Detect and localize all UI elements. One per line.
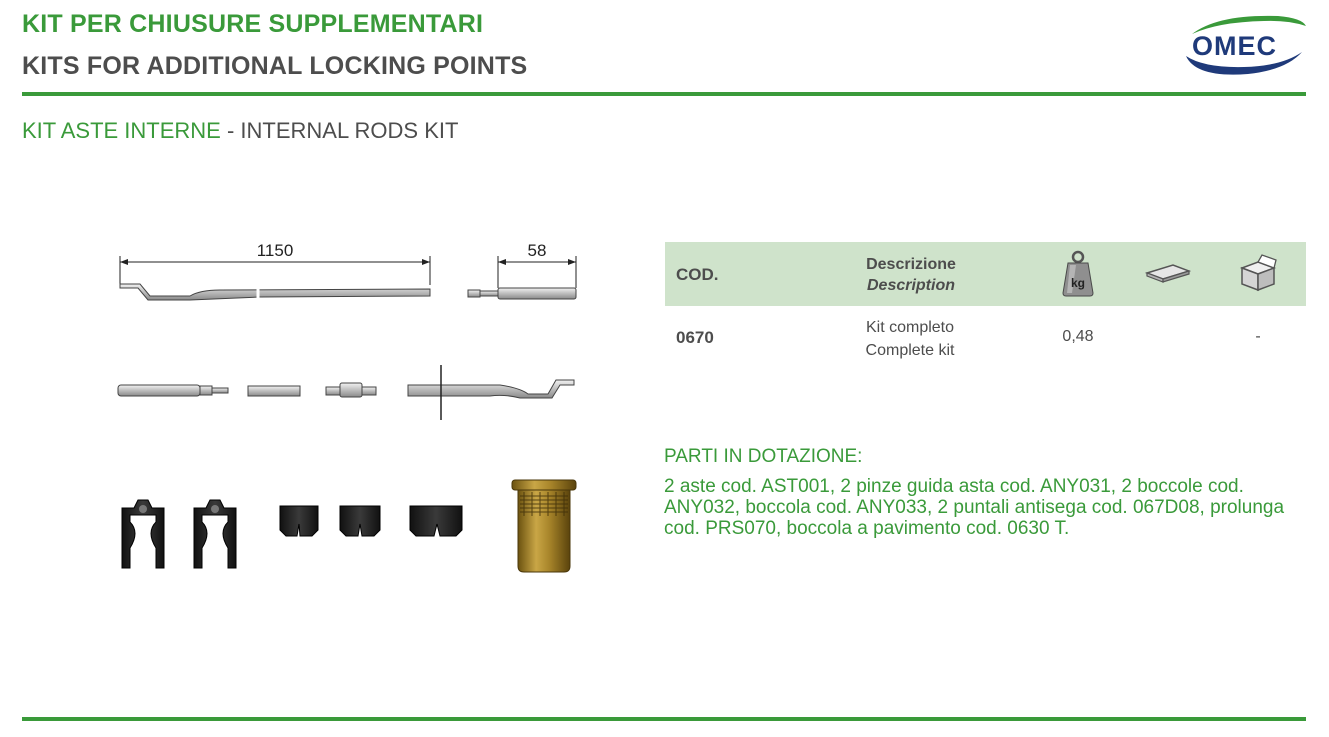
plate-icon [1145,262,1191,284]
logo-text: OMEC [1192,31,1277,61]
row-box: - [1255,328,1261,345]
row-description-it: Kit completo [865,319,955,336]
parts-title: PARTI IN DOTAZIONE: [664,446,863,467]
page-title: KIT PER CHIUSURE SUPPLEMENTARI [22,10,484,38]
row-description [835,316,985,362]
extension-rod [468,256,576,299]
header-cod: COD. [676,265,719,284]
row-cod: 0670 [676,328,714,347]
dimension-58: 58 [527,241,547,260]
section-separator: - [220,118,241,143]
table-row [665,306,1306,426]
section-title-it: KIT ASTE INTERNE [22,118,221,143]
page-subtitle: KITS FOR ADDITIONAL LOCKING POINTS [22,52,528,80]
parts-list: 2 aste cod. AST001, 2 pinze guida asta cod. ANY031, 2 boccole cod. ANY032, boccola cod. ANY033, 2 puntali antisega cod. 067D08, prolunga cod. PRS070, boccola a pavimento cod. 0630 T. [664,476,1285,539]
header-description-en: Description [866,277,955,294]
section-title [22,118,458,144]
weight-kg-label: kg [1070,276,1086,290]
header-description [835,254,987,296]
rod-components [118,365,574,420]
rod-guide-clips [122,500,236,568]
floor-bushing [512,480,576,572]
weight-kg-icon [1060,249,1096,297]
row-weight: 0,48 [1062,328,1094,345]
dimension-1150: 1150 [256,241,294,260]
footer-divider [22,717,1306,721]
box-icon [1238,254,1278,292]
row-description-en: Complete kit [865,342,955,359]
header-description-it: Descrizione [866,256,956,273]
kit-parts-drawing [100,230,600,590]
rod-1150 [120,256,430,300]
header-divider [22,92,1306,96]
section-title-en: INTERNAL RODS KIT [240,118,459,143]
rod-bushings [280,506,462,536]
product-table-header [665,242,1306,306]
